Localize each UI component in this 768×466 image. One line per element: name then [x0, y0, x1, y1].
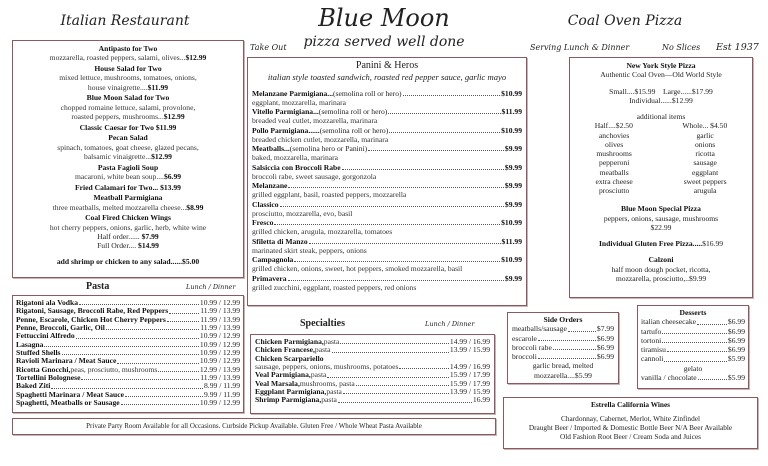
topping: extra cheese: [595, 176, 633, 186]
item-name: Stuffed Shells: [16, 348, 61, 358]
order-size: Half order......: [97, 231, 140, 241]
restaurant-name: Blue Moon: [318, 4, 450, 32]
item-price: $10.99: [501, 255, 522, 265]
item-name: Spaghetti Marinara / Meat Sauce: [16, 389, 124, 399]
item-name: Salsiccia con Broccoli Rabe: [252, 162, 341, 172]
topping: onions: [694, 139, 716, 149]
special-pizza-desc: peppers, onions, sausage, mushrooms: [603, 213, 719, 223]
item-name: Pecan Salad: [108, 133, 148, 143]
item-name: italian cheesecake: [641, 317, 697, 327]
item-price: 10.99 / 12.99: [199, 348, 240, 358]
topping: prosciutto: [598, 186, 630, 195]
item-price: $6.99: [727, 326, 745, 336]
item-name: tartufo: [641, 326, 662, 336]
special-pizza-title: Blue Moon Special Pizza: [621, 204, 701, 214]
item-desc: grilled chicken, onions, sweet, hot peppers, smoked mozzarella, basil: [252, 264, 463, 274]
panini-item: [252, 218, 522, 227]
item-price: $9.99: [504, 273, 522, 283]
item-name: Classico: [252, 199, 279, 209]
item-desc: three meatballs, melted mozzarella cheese...: [52, 202, 187, 212]
item-price: $10.99: [501, 218, 522, 228]
special-pizza-price: $22.99: [650, 222, 672, 232]
pasta-hours: Lunch / Dinner: [186, 283, 236, 291]
panini-item: [252, 144, 522, 153]
garlic-bread-price: mozzarella....$5.99: [534, 370, 592, 380]
item-price: 9.99 / 11.99: [204, 389, 240, 399]
item-name: House Salad for Two: [94, 64, 162, 73]
tagline: pizza served well done: [303, 34, 465, 50]
item-name: Campagnola: [252, 255, 294, 265]
item-price: $10.99: [501, 88, 522, 98]
specialties-hours: Lunch / Dinner: [425, 320, 475, 328]
item-desc: pasta: [323, 337, 340, 346]
item-price: 14.99 / 16.99: [449, 362, 490, 372]
item-name: Veal Marsala,: [255, 378, 300, 388]
order-size: Full Order....: [97, 241, 137, 250]
item-desc: prosciutto, mozzarella, evo, basil: [252, 208, 353, 218]
item-price: $12.99: [151, 151, 172, 161]
item-desc: pasta: [314, 345, 331, 355]
item-desc: roasted peppers, mushrooms...: [71, 111, 164, 121]
item-price: 12.99 / 13.99: [199, 364, 240, 374]
item-price: $6.99: [163, 171, 182, 181]
desserts-item: [641, 317, 745, 326]
starter-item: [13, 133, 243, 161]
item-name: Ravioli Marinara / Meat Sauce: [16, 356, 117, 366]
item-name: Pollo Parmigiana......: [252, 125, 320, 135]
item-price: $11.99: [501, 107, 522, 117]
gelato: gelato: [683, 363, 703, 373]
item-name: Sfiletta di Manzo: [252, 236, 308, 246]
item-name: Veal Parmigiana,: [255, 370, 311, 380]
item-price: $6.99: [727, 335, 745, 345]
header-right: Coal Oven Pizza: [567, 13, 683, 29]
panini-item: [252, 107, 522, 116]
item-note: (semolina roll or hero): [333, 88, 402, 98]
topping: meatballs: [599, 167, 629, 177]
item-price: $7.99: [141, 231, 159, 241]
item-desc: breaded chicken cutlet, mozzarella, marinara: [252, 134, 389, 144]
side-orders-title: Side Orders: [543, 315, 583, 324]
starter-item: [13, 193, 243, 212]
item-price: $10.99: [501, 125, 522, 135]
topping: arugula: [693, 186, 717, 195]
item-price: $6.99: [596, 342, 614, 352]
calzoni-title: Calzoni: [648, 255, 674, 265]
desserts-title: Desserts: [679, 308, 707, 317]
wines-line2: Draught Beer / Imported & Domestic Bottle Beer N/A Beer Available: [528, 422, 733, 432]
pasta-item: [16, 399, 240, 407]
panini-title: Panini & Heros: [355, 60, 419, 71]
calzoni-desc: half moon dough pocket, ricotta,: [611, 264, 711, 274]
specialties-box: [250, 334, 495, 414]
desserts-item: [641, 345, 745, 354]
sides-item: [512, 352, 614, 361]
item-name: Blue Moon Salad for Two: [86, 93, 170, 103]
topping-half-price: Half....$2.50: [594, 121, 633, 131]
item-price: 10.99 / 12.99: [199, 339, 240, 349]
item-name: Melanzane: [252, 181, 288, 191]
item-price: 11.99 / 13.99: [200, 323, 240, 333]
item-name: Fresco: [252, 218, 274, 228]
item-price: $11.99: [155, 122, 177, 132]
item-desc: pasta: [310, 370, 327, 380]
item-desc: peas, prosciutto, mushrooms: [70, 364, 158, 374]
gelato-flavors: vanilla / chocolate: [641, 372, 697, 382]
item-name: Penne, Broccoli, Garlic, Oil: [16, 323, 105, 333]
side-orders-box: [507, 312, 619, 384]
item-price: $6.99: [727, 317, 745, 327]
item-price: $8.99: [186, 202, 204, 212]
item-price: $9.99: [504, 144, 522, 154]
item-name: Lasagna: [16, 339, 44, 349]
sides-item: [512, 343, 614, 352]
item-price: $9.99: [504, 199, 522, 209]
item-note: (semolina roll or hero): [318, 107, 388, 117]
item-price: $12.99: [163, 111, 185, 121]
starter-item: [13, 163, 243, 182]
topping: anchovies: [598, 130, 630, 140]
item-desc: marinated skirt steak, peppers, onions: [252, 245, 367, 255]
established: Est 1937: [716, 42, 759, 53]
item-desc: house vinaigrette....: [87, 82, 148, 92]
item-desc: pasta: [321, 395, 337, 405]
item-name: Classic Caesar for Two: [79, 122, 154, 132]
panini-item: [252, 255, 522, 264]
panini-item: [252, 89, 522, 98]
item-price: 11.99 / 13.99: [200, 314, 240, 324]
item-name: Chicken Scarpariello: [255, 353, 324, 363]
pizza-individual: Individual......$12.99: [629, 95, 693, 105]
pizza-title: New York Style Pizza: [626, 61, 696, 70]
item-price: 15.99 / 17.99: [449, 370, 490, 380]
starter-item: [13, 44, 243, 63]
item-price: 10.99 / 12.99: [199, 298, 240, 307]
topping-whole-price: Whole... $4.50: [682, 121, 728, 131]
item-desc: sausage, peppers, onions, mushrooms, potatoes: [255, 362, 399, 372]
item-price: $9.99: [504, 181, 522, 191]
note-price: $5.00: [182, 257, 200, 267]
item-name: Baked Ziti: [16, 381, 51, 391]
desserts-item: [641, 327, 745, 336]
topping: eggplant: [692, 167, 719, 177]
item-name: tiramisu: [641, 345, 666, 354]
item-desc: mixed lettuce, mushrooms, tomatoes, onions,: [59, 73, 197, 83]
item-name: Fried Calamari for Two...: [75, 182, 159, 192]
item-price: $11.99: [147, 82, 169, 92]
wines-box: [503, 397, 758, 449]
item-price: 13.99 / 15.99: [449, 387, 490, 397]
item-name: Meatball Parmigiana: [93, 193, 163, 203]
pasta-box: [12, 295, 244, 413]
item-name: Ricotta Gnocchi,: [16, 364, 71, 374]
item-price: 11.99 / 13.99: [200, 373, 240, 383]
item-name: Eggplant Parmigiana,: [255, 387, 327, 397]
starter-item: [13, 183, 243, 192]
item-name: Coal Fired Chicken Wings: [85, 213, 171, 223]
item-price: 10.99 / 12.99: [199, 356, 240, 366]
panini-item: [252, 163, 522, 172]
calzoni-desc2: mozzarella, prosciutto,..$9.99: [615, 273, 707, 283]
gelato-price: $5.99: [727, 372, 745, 382]
starters-box: [12, 40, 244, 278]
panini-box: [247, 57, 527, 306]
desserts-item: [641, 354, 745, 363]
wines-line3: Old Fashion Root Beer / Cream Soda and Juices: [559, 431, 702, 441]
sides-item: [512, 334, 614, 343]
no-slices: No Slices: [662, 43, 701, 52]
pizza-small: Small....$15.99: [609, 86, 656, 96]
panini-item: [252, 200, 522, 209]
item-price: $9.99: [504, 162, 522, 172]
item-name: cannoli: [641, 354, 664, 364]
item-note: (semolina roll or hero): [319, 125, 389, 135]
item-name: Vitello Parmigiana...: [252, 107, 319, 117]
item-price: 15.99 / 17.99: [449, 378, 490, 388]
item-price: 10.99 / 12.99: [199, 331, 240, 341]
item-desc: balsamic vinaigrette...: [84, 151, 152, 161]
specialties-heading: Specialties: [300, 318, 345, 329]
item-note: (semolina hero or Panini): [289, 144, 368, 154]
item-price: 13.99 / 15.99: [449, 345, 490, 355]
item-price: $6.99: [596, 352, 614, 361]
item-name: Melanzane Parmigiana...: [252, 88, 333, 98]
item-name: tortoni: [641, 335, 662, 345]
topping: sausage: [693, 158, 717, 168]
item-desc: grilled chicken, arugula, mozzarella, tomatoes: [252, 227, 393, 237]
item-name: escarole: [512, 333, 537, 343]
item-price: $11.99: [501, 236, 522, 246]
item-name: Chicken Francese,: [255, 345, 315, 355]
panini-item: [252, 181, 522, 190]
item-price: 16.99: [472, 395, 490, 405]
item-price: 10.99 / 12.99: [199, 398, 240, 408]
item-price: 14.99 / 16.99: [449, 337, 490, 346]
take-out: Take Out: [250, 43, 287, 52]
item-desc: grilled zucchini, eggplant, roasted peppers, red onions: [252, 282, 417, 292]
topping: pepperoni: [598, 158, 630, 168]
item-desc: pasta: [326, 387, 342, 397]
item-price: $13.99: [160, 182, 181, 192]
item-name: meatballs/sausage: [512, 324, 567, 334]
item-desc: hot cherry peppers, onions, garlic, herb, white wine: [49, 222, 207, 232]
item-price: $14.99: [138, 241, 159, 250]
item-desc: broccoli rabe, sweet sausage, gorgonzola: [252, 171, 377, 181]
item-price: $5.99: [727, 354, 745, 364]
panini-item: [252, 274, 522, 283]
item-price: $6.99: [596, 333, 614, 343]
desserts-box: [637, 305, 749, 389]
pizza-large: Large......$17.99: [662, 86, 713, 96]
item-desc: chopped romaine lettuce, salami, provolone,: [60, 102, 196, 112]
topping: garlic: [696, 130, 714, 140]
footer-notice: Private Party Room Available for all Occasions. Curbside Pickup Available. Gluten Free / Whole Wheat Pasta Available: [12, 418, 496, 435]
garlic-bread: garlic bread, melted: [532, 361, 594, 371]
item-price: $12.99: [185, 53, 207, 63]
item-name: Antipasto for Two: [98, 44, 158, 53]
item-name: broccoli rabe: [512, 342, 552, 352]
panini-item: [252, 237, 522, 246]
item-desc: eggplant, mozzarella, marinara: [252, 97, 347, 107]
item-price: 11.99 / 13.99: [200, 306, 240, 316]
item-name: Primavera: [252, 273, 287, 283]
item-name: Pasta Fagioli Soup: [97, 162, 159, 172]
item-name: Tortellini Bolognese: [16, 373, 81, 383]
panini-item: [252, 126, 522, 135]
item-name: Shrimp Parmigiana,: [255, 395, 322, 405]
sides-item: [512, 324, 614, 333]
pasta-heading: Pasta: [86, 281, 110, 292]
item-name: Spaghetti, Meatballs or Sausage: [16, 398, 120, 408]
item-desc: spinach, tomatoes, goat cheese, glazed pecans,: [57, 142, 199, 152]
starter-item: [13, 123, 243, 132]
specialty-item: [255, 396, 490, 404]
note-text: add shrimp or chicken to any salad......: [56, 257, 183, 267]
topping: sweet peppers: [683, 176, 727, 186]
item-name: Chicken Parmigiana,: [255, 337, 324, 346]
item-desc: grilled eggplant, basil, roasted peppers, mozzarella: [252, 190, 407, 200]
header-left: Italian Restaurant: [60, 13, 190, 29]
item-name: Meatballs...: [252, 144, 290, 154]
panini-subtitle: italian style toasted sandwich, roasted red pepper sauce, garlic mayo: [267, 72, 507, 83]
item-name: Rigatoni ala Vodka: [16, 298, 79, 307]
desserts-item: [641, 336, 745, 345]
item-price: $7.99: [596, 324, 614, 334]
item-name: Penne, Escarole, Chicken Hot Cherry Peppers: [16, 314, 166, 324]
wines-line1: Chardonnay, Cabernet, Merlot, White Zinfindel: [560, 413, 700, 423]
wines-title: Estrella California Wines: [590, 400, 671, 409]
item-name: Fettuccini Alfredo: [16, 331, 75, 341]
topping: olives: [605, 139, 624, 149]
item-desc: breaded veal cutlet, mozzarella, marinara: [252, 116, 378, 126]
additional-items: additional items: [636, 112, 686, 121]
item-price: 8.99 / 11.99: [204, 381, 240, 391]
pizza-box: [569, 57, 753, 298]
topping: mushrooms: [596, 149, 632, 158]
item-desc: macaroni, white bean soup....: [74, 171, 164, 181]
topping: ricotta: [695, 149, 715, 158]
gluten-free-pizza: Individual Gluten Free Pizza.....: [598, 239, 703, 248]
starter-item: [13, 64, 243, 92]
starter-item: [13, 213, 243, 250]
item-price: $6.99: [727, 345, 745, 354]
starter-item: [13, 93, 243, 121]
item-desc: mushrooms, pasta: [299, 378, 355, 388]
gluten-free-price: $16.99: [702, 239, 724, 248]
item-desc: baked, mozzarella, marinara: [252, 153, 339, 163]
serving: Serving Lunch & Dinner: [530, 43, 630, 52]
item-desc: mozzarella, roasted peppers, salami, olives...: [49, 53, 186, 63]
pizza-subtitle: Authentic Coal Oven—Old World Style: [600, 70, 722, 80]
item-name: Rigatoni, Sausage, Broccoli Rabe, Red Peppers: [16, 306, 169, 316]
item-name: broccoli: [512, 352, 537, 361]
